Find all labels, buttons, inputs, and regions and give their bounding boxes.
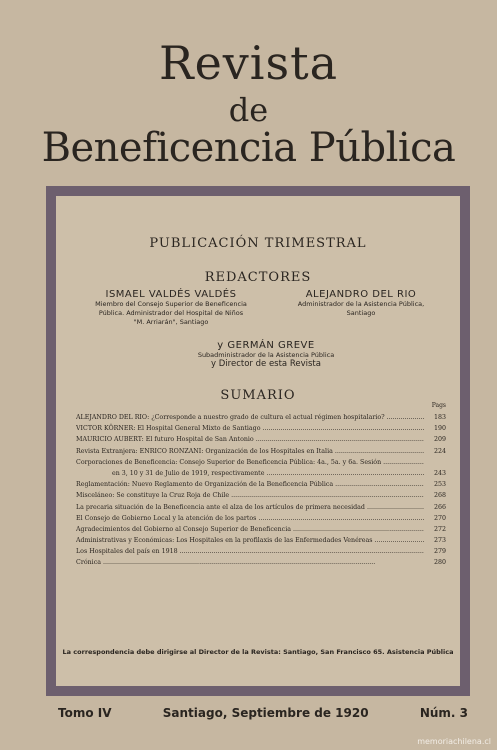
editor-name: ISMAEL VALDÉS VALDÉS bbox=[105, 289, 237, 300]
table-of-contents bbox=[76, 412, 446, 569]
redactores-title: REDACTORES bbox=[204, 270, 312, 285]
pages-label: Pags bbox=[431, 402, 446, 409]
editor-desc: y Director de esta Revista bbox=[211, 359, 321, 369]
editor-desc: Administrador de la Asistencia Pública, bbox=[297, 300, 425, 308]
toc-page: 279 bbox=[433, 548, 446, 556]
toc-text: ALEJANDRO DEL RIO: ¿Corresponde a nuestro grado de cultura el actual régimen hospitalario? ..... bbox=[76, 412, 424, 423]
toc-row bbox=[76, 513, 446, 524]
toc-row bbox=[76, 479, 446, 490]
place-date-label: Santiago, Septiembre de 1920 bbox=[162, 706, 369, 720]
toc-text: MAURICIO AUBERT: El futuro Hospital de San Antonio ..... bbox=[76, 434, 424, 445]
toc-row bbox=[76, 423, 446, 434]
toc-row bbox=[76, 535, 446, 546]
toc-page: 243 bbox=[433, 469, 446, 477]
toc-text: Revista Extranjera: ENRICO RONZANI: Organización de los Hospitales en Italia ..... bbox=[76, 446, 424, 457]
toc-row bbox=[76, 557, 446, 568]
editor-desc: Santiago bbox=[346, 309, 376, 317]
toc-page: 190 bbox=[433, 425, 446, 433]
toc-row bbox=[76, 524, 446, 535]
issue-number-label: Núm. 3 bbox=[419, 706, 468, 720]
toc-row bbox=[76, 412, 446, 423]
editor-name: y GERMÁN GREVE bbox=[217, 340, 315, 351]
toc-row bbox=[76, 446, 446, 457]
toc-page: 253 bbox=[433, 481, 446, 489]
toc-page: 272 bbox=[433, 525, 446, 533]
editor-delrio bbox=[266, 289, 456, 318]
toc-text: Los Hospitales del país en 1918 ..... bbox=[76, 546, 424, 557]
toc-text: Reglamentación: Nuevo Reglamento de Organización de la Beneficencia Pública ..... bbox=[76, 479, 424, 490]
toc-page: 270 bbox=[433, 514, 446, 522]
toc-row bbox=[76, 468, 446, 479]
masthead-title-beneficencia: Beneficencia Pública bbox=[41, 125, 456, 171]
watermark: memoriachilena.cl bbox=[417, 737, 491, 746]
cover-frame bbox=[46, 186, 470, 696]
toc-text: VICTOR KÖRNER: El Hospital General Mixto de Santiago ..... bbox=[76, 423, 424, 434]
toc-page: 280 bbox=[433, 559, 446, 567]
toc-text: Misceláneo: Se constituye la Cruz Roja de Chile ..... bbox=[76, 490, 424, 501]
toc-row bbox=[76, 502, 446, 513]
footer bbox=[58, 706, 468, 720]
editor-name: ALEJANDRO DEL RIO bbox=[305, 289, 417, 300]
toc-page: 273 bbox=[433, 537, 446, 545]
masthead-title-revista: Revista bbox=[158, 36, 339, 90]
sumario-title: SUMARIO bbox=[220, 388, 296, 403]
toc-text: Agradecimientos del Gobierno al Consejo Superior de Beneficencia ..... bbox=[76, 524, 424, 535]
toc-page: 224 bbox=[433, 447, 446, 455]
toc-text: El Consejo de Gobierno Local y la atención de los partos ..... bbox=[76, 513, 424, 524]
toc-text: Corporaciones de Beneficencia: Consejo Superior de Beneficencia Pública: 4a., 5a. y 6a. Sesión ..... bbox=[76, 457, 424, 468]
masthead-title-de: de bbox=[228, 91, 269, 129]
toc-text: La precaria situación de la Beneficencia ante el alza de los artículos de primera necesidad ..... bbox=[76, 502, 424, 513]
toc-text: Crónica ..... bbox=[76, 557, 424, 568]
editor-desc: "M. Arriarán", Santiago bbox=[133, 318, 209, 326]
toc-page: 183 bbox=[433, 414, 446, 421]
toc-page: 209 bbox=[433, 436, 446, 444]
publication-heading: PUBLICACIÓN TRIMESTRAL bbox=[149, 236, 367, 251]
editor-desc: Pública. Administrador del Hospital de Niños bbox=[98, 309, 244, 317]
toc-text: en 3, 10 y 31 de Julio de 1919, respectivamente ..... bbox=[76, 468, 424, 479]
toc-text: Administrativas y Económicas: Los Hospitales en la profilaxis de las Enfermedades Venéreas ..... bbox=[76, 535, 424, 546]
toc-row bbox=[76, 457, 446, 468]
editor-desc: Subadministrador de la Asistencia Pública bbox=[197, 351, 335, 359]
toc-page: 266 bbox=[433, 503, 446, 511]
toc-row bbox=[76, 434, 446, 445]
editor-valdes bbox=[76, 289, 266, 327]
editor-desc: Miembro del Consejo Superior de Beneficencia bbox=[95, 300, 247, 308]
toc-row bbox=[76, 490, 446, 501]
toc-row bbox=[76, 546, 446, 557]
editor-greve bbox=[116, 340, 416, 369]
volume-label: Tomo IV bbox=[58, 706, 112, 720]
toc-page: 268 bbox=[433, 492, 446, 500]
toc-page bbox=[424, 457, 446, 468]
correspondence-notice: La correspondencia debe dirigirse al Director de la Revista: Santiago, San Francisco 65. Asistencia Pública bbox=[62, 648, 454, 656]
